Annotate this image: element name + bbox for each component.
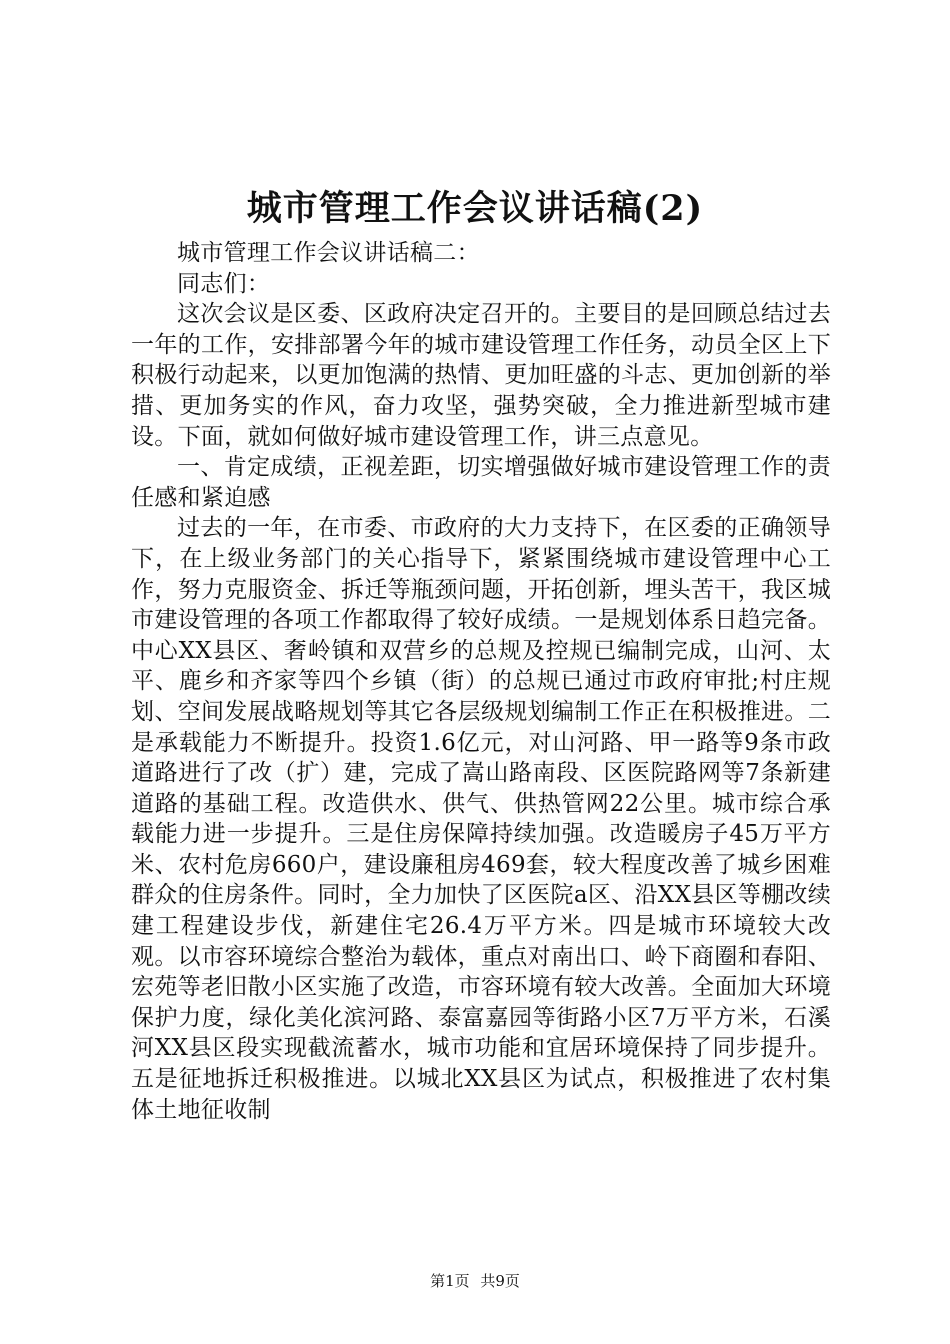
- page-number-current: 第1页: [430, 1272, 470, 1290]
- paragraph-subtitle: 城市管理工作会议讲话稿二：: [177, 240, 480, 266]
- paragraph-salutation: 同志们：: [177, 270, 271, 297]
- paragraph-achievements: 过去的一年，在市委、市政府的大力支持下，在区委的正确领导下，在上级业务部门的关心指导下，紧紧围绕城市建设管理中心工作，努力克服资金、拆迁等瓶颈问题，开拓创新，埋头苦干，我区城市建设管理的各项工作都取得了较好成绩。一是规划体系日趋完备。中心XX县区、奢岭镇和双营乡的总规及控规已编制完成，山河、太平、鹿乡和齐家等四个乡镇（街）的总规已通过市政府审批;村庄规划、空间发展战略规划等其它各层级规划编制工作正在积极推进。二是承载能力不断提升。投资1.6亿元，对山河路、甲一路等9条市政道路进行了改（扩）建，完成了嵩山路南段、区医院路网等7条新建道路的基础工程。改造供水、供气、供热管网22公里。城市综合承载能力进一步提升。三是住房保障持续加强。改造暖房子45万平方米、农村危房660户，建设廉租房469套，较大程度改善了城乡困难群众的住房条件。同时，全力加快了区医院a区、沿XX县区等棚改续建工程建设步伐，新建住宅26.4万平方米。四是城市环境较大改观。以市容环境综合整治为载体，重点对南出口、岭下商圈和春阳、宏苑等老旧散小区实施了改造，市容环境有较大改善。全面加大环境保护力度，绿化美化滨河路、泰富嘉园等街路小区7万平方米，石溪河XX县区段实现截流蓄水，城市功能和宜居环境保持了同步提升。五是征地拆迁积极推进。以城北XX县区为试点，积极推进了农村集体土地征收制: [131, 515, 831, 1123]
- page-number-total: 共9页: [480, 1272, 520, 1290]
- paragraph-heading-one: 一、肯定成绩，正视差距，切实增强做好城市建设管理工作的责任感和紧迫感: [131, 454, 831, 511]
- paragraph-intro: 这次会议是区委、区政府决定召开的。主要目的是回顾总结过去一年的工作，安排部署今年的城市建设管理工作任务，动员全区上下积极行动起来，以更加饱满的热情、更加旺盛的斗志、更加创新的举措、更加务实的作风，奋力攻坚，强势突破，全力推进新型城市建设。下面，就如何做好城市建设管理工作，讲三点意见。: [131, 301, 831, 450]
- document-title: 城市管理工作会议讲话稿(2): [246, 188, 704, 229]
- document-body: [131, 238, 831, 1125]
- page-footer: [0, 1271, 950, 1291]
